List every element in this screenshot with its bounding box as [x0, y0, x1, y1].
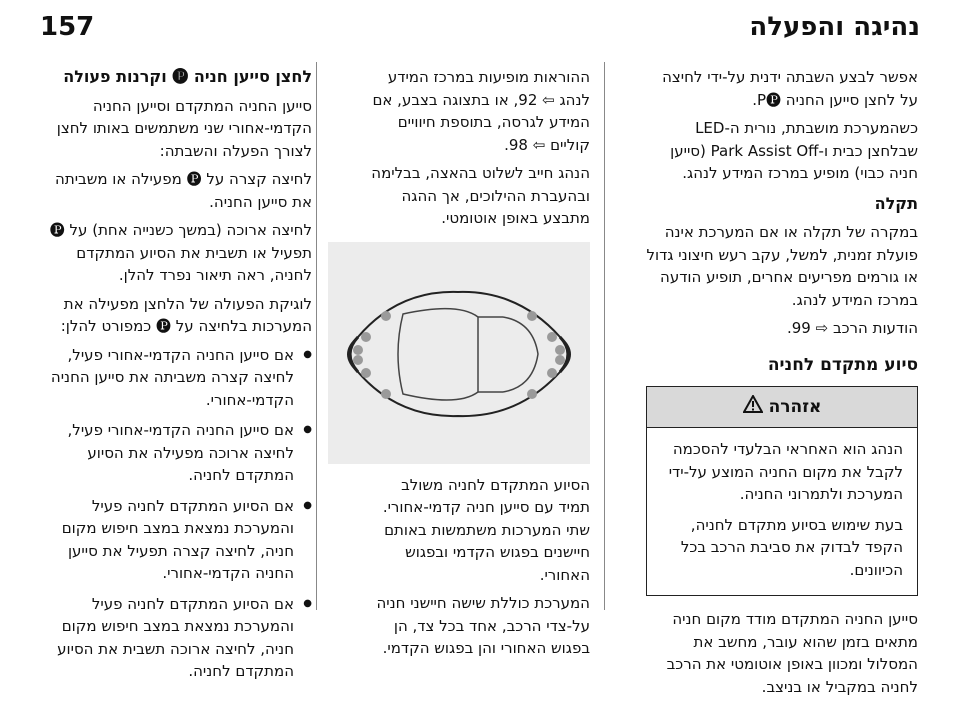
- list-item: ● אם סייען החניה הקדמי-אחורי פעיל, לחיצה קצרה משביתה את סייען החניה הקדמי-אחורי.: [32, 344, 312, 412]
- list-item: ● אם הסיוע המתקדם לחניה פעיל והמערכת נמצאת במצב חיפוש מקום חניה, לחיצה קצרה תפעיל את סייען החניה הקדמי-אחורי.: [32, 495, 312, 585]
- paragraph: בעת שימוש בסיוע מתקדם לחניה, הקפד לבדוק את סביבת הרכב בכל הכיוונים.: [680, 515, 903, 579]
- warning-body: [647, 428, 917, 595]
- warning-triangle-icon: [743, 395, 763, 420]
- car-sensor-figure: [328, 242, 590, 464]
- left-column: [32, 66, 312, 691]
- paragraph: סייען החניה המתקדם מודד מקום חניה מתאים בזמן שהוא עובר, מחשב את המסלול ומכוון באופן אוטומטי את הרכב לחניה במקביל או בניצב.: [666, 610, 918, 696]
- paragraph: הנהג הוא האחראי הבלעדי להסכמה לקבל את מקום החניה המוצע על-ידי המערכת ולתמרוני החניה.: [668, 440, 903, 503]
- paragraph: לוגיקת הפעולה של הלחצן מפעילה את המערכות בלחיצה על 🅟 כמפורט להלן:: [60, 294, 312, 335]
- paragraph: ההוראות מופיעות במרכז המידע לנהג ⇦ 92, או בתצוגה בצבע, אם המידע לגרסה, בתוספת חיוויים קוליים ⇦ 98.: [372, 68, 590, 154]
- page-number: 157: [40, 12, 95, 42]
- cross-reference: הודעות הרכב ⇨ 99.: [786, 319, 918, 337]
- right-column: [646, 66, 918, 704]
- section-heading: סיוע מתקדם לחניה: [767, 354, 918, 375]
- page-title: נהיגה והפעלה: [749, 12, 920, 42]
- paragraph: המערכת כוללת שישה חיישני חניה על-צדי הרכב, אחד בכל צד, הן בפגוש האחורי והן בפגוש הקדמי.: [376, 594, 590, 657]
- warning-header: [647, 387, 917, 428]
- warning-title: אזהרה: [768, 396, 822, 417]
- paragraph: סייען החניה המתקדם וסייען החניה הקדמי-אחורי שני משתמשים באותו לחצן לצורך הפעלה והשבתה:: [56, 96, 312, 160]
- paragraph: לחיצה ארוכה (במשך כשנייה אחת) על 🅟 תפעיל או תשבית את הסיוע המתקדם לחניה, ראה תיאור נפרד להלן.: [49, 221, 312, 284]
- column-divider: [604, 62, 605, 610]
- paragraph: כשהמערכת מושבתת, נורית ה-LED שבלחצן כבית ו-Park Assist Off (סייען חניה כבוי) מופיע במרכז המידע לנהג.: [670, 119, 918, 182]
- paragraph: לחיצה קצרה על 🅟 מפעילה או משביתה את סייען החניה.: [55, 170, 312, 211]
- list-item: ● אם סייען החניה הקדמי-אחורי פעיל, לחיצה ארוכה מפעילה את הסיוע המתקדם לחניה.: [32, 419, 312, 487]
- list-item: ● אם הסיוע המתקדם לחניה פעיל והמערכת נמצאת במצב חיפוש מקום חניה, לחיצה ארוכה תשבית את הסיוע המתקדם לחניה.: [32, 593, 312, 683]
- section-heading: לחצן סייען חניה 🅟 וקרנות פעולה: [63, 67, 312, 86]
- paragraph: הסיוע המתקדם לחניה משולב תמיד עם סייען חניה קדמי-אחורי. שתי המערכות משתמשות באותם חיישנים בפגוש הקדמי ובפגוש האחורי.: [382, 475, 590, 584]
- warning-box: [646, 386, 918, 596]
- paragraph: אפשר לבצע השבתה ידנית על-ידי לחיצה על לחצן סייען החניה P🅟.: [662, 68, 918, 109]
- column-divider: [316, 62, 317, 610]
- paragraph: במקרה של תקלה או אם המערכת אינה פועלת זמנית, למשל, עקב רעש חיצוני גדול או גורמים מפריעים אחרים, תופיע הודעה במרכז המידע לנהג.: [646, 223, 918, 309]
- fault-heading: תקלה: [874, 193, 918, 213]
- middle-column: [368, 66, 590, 666]
- page-header: [0, 0, 960, 50]
- car-top-view-illustration: [328, 242, 590, 464]
- paragraph: הנהג חייב לשלוט בהאצה, בבלימה ובהעברת ההילוכים, אך ההגה מתבצע באופן אוטומטי.: [371, 164, 590, 227]
